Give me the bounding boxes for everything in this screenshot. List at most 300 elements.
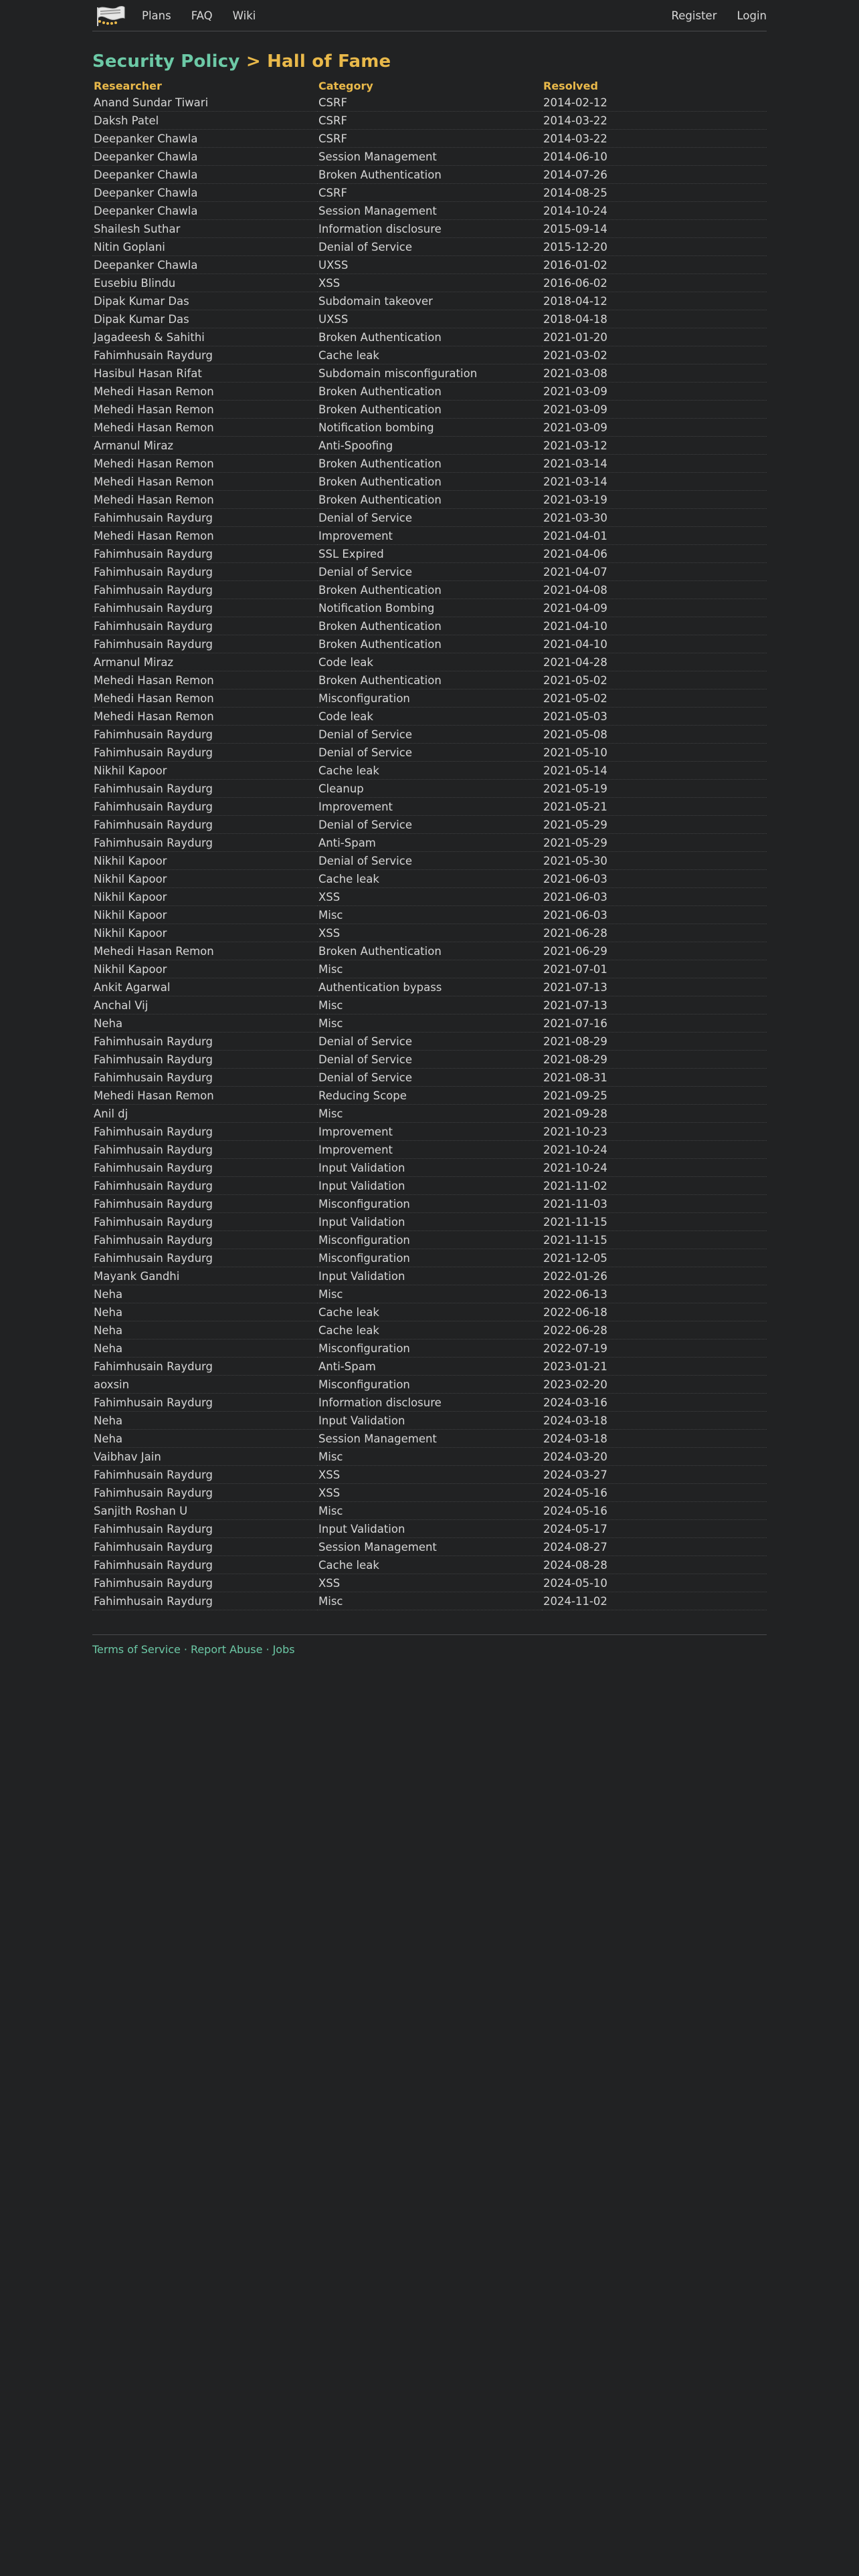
resolved-date-cell: 2021-09-28 [542,1105,767,1123]
table-row [92,383,767,401]
table-row [92,834,767,852]
category-cell: Anti-Spam [317,1358,542,1376]
category-cell: Denial of Service [317,1033,542,1051]
category-cell: Subdomain misconfiguration [317,364,542,383]
resolved-date-cell: 2023-01-21 [542,1358,767,1376]
category-cell: CSRF [317,130,542,148]
table-row [92,870,767,888]
researcher-cell: Fahimhusain Raydurg [92,744,317,762]
category-cell: Misconfiguration [317,1231,542,1249]
resolved-date-cell: 2021-10-23 [542,1123,767,1141]
category-cell: Broken Authentication [317,166,542,184]
resolved-date-cell: 2024-05-17 [542,1520,767,1538]
nav-wiki-link[interactable]: Wiki [232,9,256,22]
researcher-cell: Daksh Patel [92,112,317,130]
category-cell: Denial of Service [317,1051,542,1069]
resolved-date-cell: 2021-06-29 [542,942,767,960]
table-row [92,328,767,346]
resolved-date-cell: 2021-11-02 [542,1177,767,1195]
table-row [92,1267,767,1285]
resolved-date-cell: 2021-04-10 [542,617,767,635]
resolved-date-cell: 2015-12-20 [542,238,767,256]
researcher-cell: Fahimhusain Raydurg [92,1556,317,1574]
category-cell: Misconfiguration [317,1339,542,1358]
researcher-cell: Neha [92,1014,317,1033]
table-row [92,852,767,870]
researcher-cell: Neha [92,1412,317,1430]
category-cell: Misc [317,1014,542,1033]
researcher-cell: Fahimhusain Raydurg [92,1466,317,1484]
table-row [92,635,767,653]
category-cell: Cache leak [317,1303,542,1321]
researcher-cell: Armanul Miraz [92,653,317,671]
category-cell: Subdomain takeover [317,292,542,310]
table-row [92,292,767,310]
table-row [92,1123,767,1141]
category-cell: Input Validation [317,1412,542,1430]
category-cell: Code leak [317,708,542,726]
researcher-cell: Fahimhusain Raydurg [92,1520,317,1538]
resolved-date-cell: 2014-07-26 [542,166,767,184]
researcher-cell: Fahimhusain Raydurg [92,617,317,635]
category-cell: Session Management [317,148,542,166]
table-row [92,689,767,708]
resolved-date-cell: 2021-07-13 [542,978,767,996]
resolved-date-cell: 2021-05-08 [542,726,767,744]
table-row [92,1376,767,1394]
table-row [92,166,767,184]
category-cell: Improvement [317,798,542,816]
researcher-cell: Mehedi Hasan Remon [92,419,317,437]
researcher-cell: Neha [92,1303,317,1321]
category-cell: Improvement [317,1141,542,1159]
table-row [92,256,767,274]
resolved-date-cell: 2021-10-24 [542,1141,767,1159]
researcher-cell: Fahimhusain Raydurg [92,798,317,816]
table-row [92,112,767,130]
table-row [92,473,767,491]
category-cell: Denial of Service [317,1069,542,1087]
resolved-date-cell: 2021-06-03 [542,888,767,906]
researcher-cell: Mehedi Hasan Remon [92,671,317,689]
researcher-cell: Fahimhusain Raydurg [92,1358,317,1376]
category-cell: Broken Authentication [317,617,542,635]
table-row [92,148,767,166]
resolved-date-cell: 2021-01-20 [542,328,767,346]
table-header-row [92,78,767,94]
resolved-date-cell: 2018-04-12 [542,292,767,310]
category-cell: Cache leak [317,762,542,780]
researcher-cell: Fahimhusain Raydurg [92,1069,317,1087]
category-cell: XSS [317,924,542,942]
category-cell: XSS [317,888,542,906]
researcher-cell: Fahimhusain Raydurg [92,635,317,653]
table-row [92,455,767,473]
researcher-cell: Neha [92,1339,317,1358]
category-cell: Misc [317,960,542,978]
researcher-cell: Nikhil Kapoor [92,852,317,870]
resolved-date-cell: 2024-03-16 [542,1394,767,1412]
resolved-date-cell: 2021-03-02 [542,346,767,364]
category-cell: Misc [317,1502,542,1520]
table-row [92,1412,767,1430]
category-cell: XSS [317,1574,542,1592]
category-cell: Denial of Service [317,726,542,744]
researcher-cell: Fahimhusain Raydurg [92,1177,317,1195]
researcher-cell: Anand Sundar Tiwari [92,94,317,112]
resolved-date-cell: 2021-05-02 [542,689,767,708]
category-cell: XSS [317,1466,542,1484]
researcher-cell: Fahimhusain Raydurg [92,1213,317,1231]
category-cell: Input Validation [317,1267,542,1285]
researcher-cell: Dipak Kumar Das [92,310,317,328]
researcher-cell: Jagadeesh & Sahithi [92,328,317,346]
researcher-cell: Dipak Kumar Das [92,292,317,310]
table-row [92,780,767,798]
category-cell: Misconfiguration [317,1249,542,1267]
table-row [92,888,767,906]
researcher-cell: Deepanker Chawla [92,130,317,148]
researcher-cell: Mehedi Hasan Remon [92,527,317,545]
resolved-date-cell: 2021-08-29 [542,1051,767,1069]
resolved-date-cell: 2021-04-01 [542,527,767,545]
category-cell: Misc [317,996,542,1014]
researcher-cell: Fahimhusain Raydurg [92,1538,317,1556]
table-row [92,1177,767,1195]
table-row [92,960,767,978]
table-row [92,1033,767,1051]
table-row [92,238,767,256]
researcher-cell: Fahimhusain Raydurg [92,1159,317,1177]
researcher-cell: Fahimhusain Raydurg [92,581,317,599]
resolved-date-cell: 2021-05-10 [542,744,767,762]
researcher-cell: Fahimhusain Raydurg [92,1123,317,1141]
category-cell: Broken Authentication [317,942,542,960]
category-cell: Broken Authentication [317,491,542,509]
resolved-date-cell: 2014-06-10 [542,148,767,166]
table-row [92,527,767,545]
table-row [92,220,767,238]
researcher-cell: Deepanker Chawla [92,166,317,184]
resolved-date-cell: 2021-12-05 [542,1249,767,1267]
table-row [92,1556,767,1574]
researcher-cell: Fahimhusain Raydurg [92,1231,317,1249]
table-row [92,906,767,924]
table-row [92,581,767,599]
researcher-cell: Deepanker Chawla [92,202,317,220]
account-nav [652,9,767,22]
resolved-date-cell: 2021-11-15 [542,1231,767,1249]
table-row [92,744,767,762]
category-cell: Authentication bypass [317,978,542,996]
researcher-cell: Sanjith Roshan U [92,1502,317,1520]
researcher-cell: Neha [92,1321,317,1339]
resolved-date-cell: 2021-05-03 [542,708,767,726]
researcher-cell: Mehedi Hasan Remon [92,689,317,708]
researcher-cell: Fahimhusain Raydurg [92,726,317,744]
table-row [92,1105,767,1123]
resolved-date-cell: 2021-05-29 [542,834,767,852]
table-row [92,762,767,780]
table-row [92,1087,767,1105]
researcher-cell: Eusebiu Blindu [92,274,317,292]
resolved-date-cell: 2022-06-28 [542,1321,767,1339]
researcher-cell: Mayank Gandhi [92,1267,317,1285]
category-cell: Broken Authentication [317,328,542,346]
table-row [92,617,767,635]
hall-of-fame-table [92,78,767,1610]
table-row [92,401,767,419]
category-cell: UXSS [317,310,542,328]
resolved-date-cell: 2024-08-27 [542,1538,767,1556]
resolved-date-cell: 2024-03-27 [542,1466,767,1484]
researcher-cell: Nikhil Kapoor [92,870,317,888]
nav-login-link[interactable]: Login [737,9,767,22]
category-cell: Broken Authentication [317,401,542,419]
resolved-date-cell: 2022-01-26 [542,1267,767,1285]
table-row [92,1448,767,1466]
category-cell: Cache leak [317,1556,542,1574]
category-cell: Broken Authentication [317,383,542,401]
table-row [92,274,767,292]
table-row [92,1466,767,1484]
category-cell: Misc [317,1448,542,1466]
table-row [92,491,767,509]
table-row [92,346,767,364]
resolved-date-cell: 2021-03-09 [542,419,767,437]
table-row [92,1213,767,1231]
table-row [92,798,767,816]
table-row [92,1303,767,1321]
researcher-cell: Deepanker Chawla [92,256,317,274]
resolved-date-cell: 2021-06-03 [542,870,767,888]
resolved-date-cell: 2021-04-07 [542,563,767,581]
researcher-cell: Fahimhusain Raydurg [92,1051,317,1069]
table-row [92,1285,767,1303]
table-row [92,816,767,834]
resolved-date-cell: 2021-11-03 [542,1195,767,1213]
resolved-date-cell: 2021-07-16 [542,1014,767,1033]
category-cell: Cache leak [317,870,542,888]
page [92,0,767,1656]
researcher-cell: Fahimhusain Raydurg [92,1033,317,1051]
category-cell: Misc [317,906,542,924]
resolved-date-cell: 2015-09-14 [542,220,767,238]
resolved-date-cell: 2022-06-13 [542,1285,767,1303]
resolved-date-cell: 2021-06-28 [542,924,767,942]
researcher-cell: Fahimhusain Raydurg [92,545,317,563]
table-row [92,419,767,437]
table-row [92,1159,767,1177]
resolved-date-cell: 2014-03-22 [542,112,767,130]
resolved-date-cell: 2024-08-28 [542,1556,767,1574]
resolved-date-cell: 2024-03-20 [542,1448,767,1466]
category-cell: Misconfiguration [317,689,542,708]
table-row [92,1430,767,1448]
table-row [92,653,767,671]
researcher-cell: Fahimhusain Raydurg [92,1484,317,1502]
category-cell: Misc [317,1105,542,1123]
category-cell: Improvement [317,1123,542,1141]
researcher-cell: Fahimhusain Raydurg [92,346,317,364]
category-cell: Session Management [317,1430,542,1448]
resolved-date-cell: 2021-03-09 [542,401,767,419]
table-row [92,1141,767,1159]
table-row [92,671,767,689]
category-cell: Improvement [317,527,542,545]
resolved-date-cell: 2021-03-30 [542,509,767,527]
researcher-cell: Fahimhusain Raydurg [92,816,317,834]
category-cell: Anti-Spam [317,834,542,852]
breadcrumb-separator: > [246,51,261,72]
category-cell: Cache leak [317,346,542,364]
table-row [92,310,767,328]
researcher-cell: Deepanker Chawla [92,184,317,202]
researcher-cell: Fahimhusain Raydurg [92,1574,317,1592]
resolved-date-cell: 2024-11-02 [542,1592,767,1610]
resolved-date-cell: 2021-11-15 [542,1213,767,1231]
table-row [92,1321,767,1339]
researcher-cell: Nikhil Kapoor [92,906,317,924]
table-row [92,1069,767,1087]
table-row [92,1231,767,1249]
researcher-cell: Mehedi Hasan Remon [92,383,317,401]
category-cell: Misconfiguration [317,1195,542,1213]
researcher-cell: Fahimhusain Raydurg [92,780,317,798]
resolved-date-cell: 2024-05-10 [542,1574,767,1592]
footer-separator: · [183,1643,187,1656]
table-row [92,1574,767,1592]
column-header-researcher: Researcher [94,80,162,92]
table-row [92,996,767,1014]
researcher-cell: Fahimhusain Raydurg [92,1249,317,1267]
table-row [92,1538,767,1556]
table-row [92,437,767,455]
resolved-date-cell: 2021-04-08 [542,581,767,599]
category-cell: Broken Authentication [317,671,542,689]
resolved-date-cell: 2021-05-21 [542,798,767,816]
researcher-cell: Shailesh Suthar [92,220,317,238]
researcher-cell: Deepanker Chawla [92,148,317,166]
resolved-date-cell: 2014-08-25 [542,184,767,202]
researcher-cell: aoxsin [92,1376,317,1394]
table-row [92,545,767,563]
table-row [92,509,767,527]
category-cell: Notification bombing [317,419,542,437]
resolved-date-cell: 2024-03-18 [542,1412,767,1430]
resolved-date-cell: 2021-08-29 [542,1033,767,1051]
resolved-date-cell: 2021-03-12 [542,437,767,455]
resolved-date-cell: 2021-03-09 [542,383,767,401]
category-cell: UXSS [317,256,542,274]
researcher-cell: Anchal Vij [92,996,317,1014]
researcher-cell: Mehedi Hasan Remon [92,455,317,473]
resolved-date-cell: 2024-03-18 [542,1430,767,1448]
category-cell: Denial of Service [317,816,542,834]
researcher-cell: Fahimhusain Raydurg [92,509,317,527]
nav-faq-link[interactable]: FAQ [191,9,213,22]
resolved-date-cell: 2021-05-29 [542,816,767,834]
footer-report-abuse-link[interactable]: Report Abuse [190,1643,263,1656]
category-cell: Reducing Scope [317,1087,542,1105]
resolved-date-cell: 2021-04-28 [542,653,767,671]
category-cell: Denial of Service [317,563,542,581]
resolved-date-cell: 2021-05-30 [542,852,767,870]
category-cell: XSS [317,1484,542,1502]
resolved-date-cell: 2014-10-24 [542,202,767,220]
researcher-cell: Fahimhusain Raydurg [92,1195,317,1213]
resolved-date-cell: 2021-07-01 [542,960,767,978]
researcher-cell: Fahimhusain Raydurg [92,563,317,581]
table-row [92,1051,767,1069]
resolved-date-cell: 2021-09-25 [542,1087,767,1105]
resolved-date-cell: 2021-04-09 [542,599,767,617]
breadcrumb-security-policy[interactable]: Security Policy [92,51,240,72]
researcher-cell: Nitin Goplani [92,238,317,256]
flag-logo-icon[interactable] [92,2,128,29]
resolved-date-cell: 2022-07-19 [542,1339,767,1358]
column-header-resolved: Resolved [543,80,598,92]
category-cell: CSRF [317,94,542,112]
resolved-date-cell: 2024-05-16 [542,1484,767,1502]
category-cell: Cleanup [317,780,542,798]
table-row [92,1339,767,1358]
category-cell: Code leak [317,653,542,671]
category-cell: Information disclosure [317,220,542,238]
category-cell: Misc [317,1592,542,1610]
category-cell: CSRF [317,112,542,130]
researcher-cell: Mehedi Hasan Remon [92,401,317,419]
resolved-date-cell: 2021-03-14 [542,473,767,491]
footer-terms-link[interactable]: Terms of Service [92,1643,181,1656]
researcher-cell: Nikhil Kapoor [92,924,317,942]
researcher-cell: Hasibul Hasan Rifat [92,364,317,383]
resolved-date-cell: 2021-06-03 [542,906,767,924]
researcher-cell: Mehedi Hasan Remon [92,491,317,509]
resolved-date-cell: 2021-03-19 [542,491,767,509]
table-row [92,942,767,960]
category-cell: Notification Bombing [317,599,542,617]
category-cell: XSS [317,274,542,292]
table-row [92,1394,767,1412]
category-cell: Input Validation [317,1520,542,1538]
table-row [92,1014,767,1033]
resolved-date-cell: 2016-01-02 [542,256,767,274]
resolved-date-cell: 2021-10-24 [542,1159,767,1177]
category-cell: Information disclosure [317,1394,542,1412]
table-row [92,563,767,581]
resolved-date-cell: 2021-05-14 [542,762,767,780]
resolved-date-cell: 2016-06-02 [542,274,767,292]
resolved-date-cell: 2021-03-08 [542,364,767,383]
researcher-cell: Fahimhusain Raydurg [92,1141,317,1159]
researcher-cell: Ankit Agarwal [92,978,317,996]
footer-jobs-link[interactable]: Jobs [272,1643,295,1656]
table-row [92,1195,767,1213]
nav-plans-link[interactable]: Plans [142,9,171,22]
researcher-cell: Nikhil Kapoor [92,960,317,978]
table-row [92,184,767,202]
nav-register-link[interactable]: Register [671,9,717,22]
researcher-cell: Fahimhusain Raydurg [92,1394,317,1412]
category-cell: Denial of Service [317,852,542,870]
researcher-cell: Mehedi Hasan Remon [92,473,317,491]
table-row [92,1592,767,1610]
table-row [92,1502,767,1520]
top-navbar [92,0,767,31]
resolved-date-cell: 2018-04-18 [542,310,767,328]
table-row [92,726,767,744]
